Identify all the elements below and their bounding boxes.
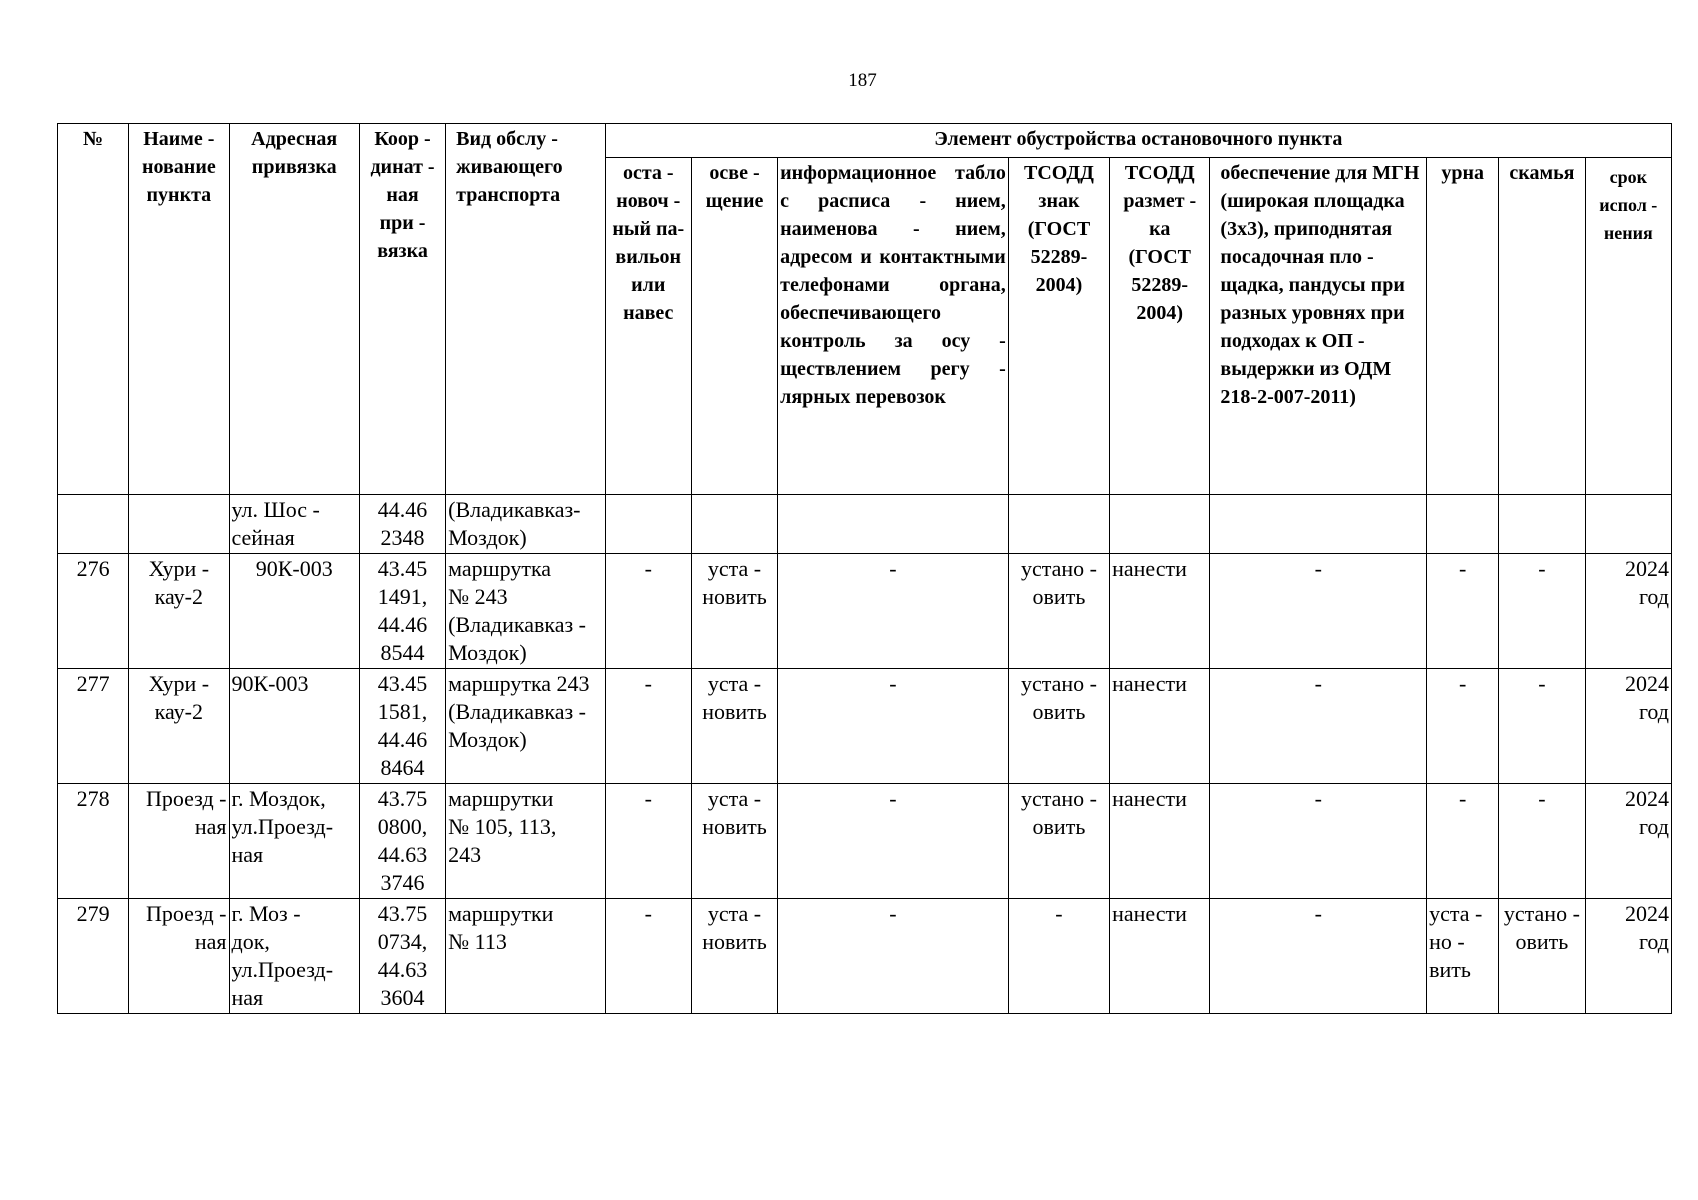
table-row — [58, 669, 1672, 784]
cell-coords: 43.45 1491, 44.46 8544 — [359, 554, 445, 669]
cell-urn: - — [1427, 554, 1499, 669]
header-address: Адресная привязка — [229, 124, 359, 495]
cell-transport: маршрутки № 105, 113, 243 — [446, 784, 605, 899]
cell-deadline: 2024 год — [1585, 669, 1671, 784]
cell-mgn: - — [1210, 784, 1427, 899]
cell-bench: - — [1499, 784, 1585, 899]
cell-marking: нанести — [1110, 784, 1210, 899]
cell-transport: маршрутка № 243 (Владикавказ - Моздок) — [446, 554, 605, 669]
cell-lighting — [691, 495, 777, 554]
table-row — [58, 899, 1672, 1014]
cell-name: Хури - кау-2 — [129, 669, 229, 784]
cell-sign: - — [1008, 899, 1109, 1014]
cell-info: - — [778, 669, 1009, 784]
cell-sign: устано - овить — [1008, 669, 1109, 784]
header-transport: Вид обслу - живающего транспорта — [446, 124, 605, 495]
header-lighting: осве - щение — [691, 158, 777, 495]
cell-marking: нанести — [1110, 669, 1210, 784]
cell-mgn: - — [1210, 554, 1427, 669]
cell-marking: нанести — [1110, 899, 1210, 1014]
cell-no: 276 — [58, 554, 129, 669]
cell-deadline: 2024 год — [1585, 784, 1671, 899]
cell-transport: маршрутки № 113 — [446, 899, 605, 1014]
header-info-board: информационное табло с расписа - нием, наименова - нием, адресом и контактными телефонами органа, обеспечивающего контроль за осу - ществлением регу - лярных перевозок — [778, 158, 1009, 495]
cell-mgn: - — [1210, 669, 1427, 784]
header-row-1 — [58, 124, 1672, 158]
cell-info: - — [778, 554, 1009, 669]
cell-urn: уста - но - вить — [1427, 899, 1499, 1014]
cell-bench: - — [1499, 669, 1585, 784]
header-marking: ТСОДД размет - ка (ГОСТ 52289- 2004) — [1110, 158, 1210, 495]
cell-urn: - — [1427, 669, 1499, 784]
cell-pavilion — [605, 495, 691, 554]
cell-mgn — [1210, 495, 1427, 554]
cell-info: - — [778, 784, 1009, 899]
header-name: Наиме - нование пункта — [129, 124, 229, 495]
header-no: № — [58, 124, 129, 495]
cell-urn — [1427, 495, 1499, 554]
cell-bench: устано - овить — [1499, 899, 1585, 1014]
cell-address: г. Моздок, ул.Проезд- ная — [229, 784, 359, 899]
bus-stop-table — [57, 123, 1672, 1014]
cell-name: Проезд - ная — [129, 784, 229, 899]
cell-no: 277 — [58, 669, 129, 784]
cell-no — [58, 495, 129, 554]
cell-coords: 43.75 0734, 44.63 3604 — [359, 899, 445, 1014]
table-row — [58, 495, 1672, 554]
table-row — [58, 784, 1672, 899]
cell-deadline — [1585, 495, 1671, 554]
cell-address: 90К-003 — [229, 669, 359, 784]
header-coords: Коор - динат - ная при - вязка — [359, 124, 445, 495]
cell-address: 90К-003 — [229, 554, 359, 669]
cell-lighting: уста - новить — [691, 554, 777, 669]
cell-transport: маршрутка 243 (Владикавказ - Моздок) — [446, 669, 605, 784]
cell-no: 278 — [58, 784, 129, 899]
cell-lighting: уста - новить — [691, 784, 777, 899]
table-row — [58, 554, 1672, 669]
cell-sign: устано - овить — [1008, 784, 1109, 899]
cell-pavilion: - — [605, 669, 691, 784]
header-deadline: срок испол - нения — [1585, 158, 1671, 495]
cell-name: Хури - кау-2 — [129, 554, 229, 669]
cell-name — [129, 495, 229, 554]
cell-bench: - — [1499, 554, 1585, 669]
cell-lighting: уста - новить — [691, 669, 777, 784]
cell-deadline: 2024 год — [1585, 554, 1671, 669]
cell-sign: устано - овить — [1008, 554, 1109, 669]
header-pavilion: оста - новоч - ный па- вильон или навес — [605, 158, 691, 495]
cell-transport: (Владикавказ- Моздок) — [446, 495, 605, 554]
header-sign: ТСОДД знак (ГОСТ 52289- 2004) — [1008, 158, 1109, 495]
cell-coords: 43.75 0800, 44.63 3746 — [359, 784, 445, 899]
header-mgn: обеспечение для МГН (широкая площадка (3х3), приподнятая посадочная пло - щадка, пандусы при разных уровнях при подходах к ОП - выдержки из ОДМ 218-2-007-2011) — [1210, 158, 1427, 495]
cell-name: Проезд - ная — [129, 899, 229, 1014]
cell-marking — [1110, 495, 1210, 554]
cell-urn: - — [1427, 784, 1499, 899]
cell-info — [778, 495, 1009, 554]
cell-pavilion: - — [605, 784, 691, 899]
cell-pavilion: - — [605, 899, 691, 1014]
cell-bench — [1499, 495, 1585, 554]
cell-address: ул. Шос - сейная — [229, 495, 359, 554]
cell-marking: нанести — [1110, 554, 1210, 669]
cell-pavilion: - — [605, 554, 691, 669]
cell-deadline: 2024 год — [1585, 899, 1671, 1014]
header-bench: скамья — [1499, 158, 1585, 495]
cell-info: - — [778, 899, 1009, 1014]
cell-coords: 44.46 2348 — [359, 495, 445, 554]
header-urn: урна — [1427, 158, 1499, 495]
cell-coords: 43.45 1581, 44.46 8464 — [359, 669, 445, 784]
page-number: 187 — [848, 70, 877, 91]
cell-no: 279 — [58, 899, 129, 1014]
cell-address: г. Моз - док, ул.Проезд- ная — [229, 899, 359, 1014]
header-group: Элемент обустройства остановочного пункта — [605, 124, 1671, 158]
cell-mgn: - — [1210, 899, 1427, 1014]
cell-lighting: уста - новить — [691, 899, 777, 1014]
cell-sign — [1008, 495, 1109, 554]
